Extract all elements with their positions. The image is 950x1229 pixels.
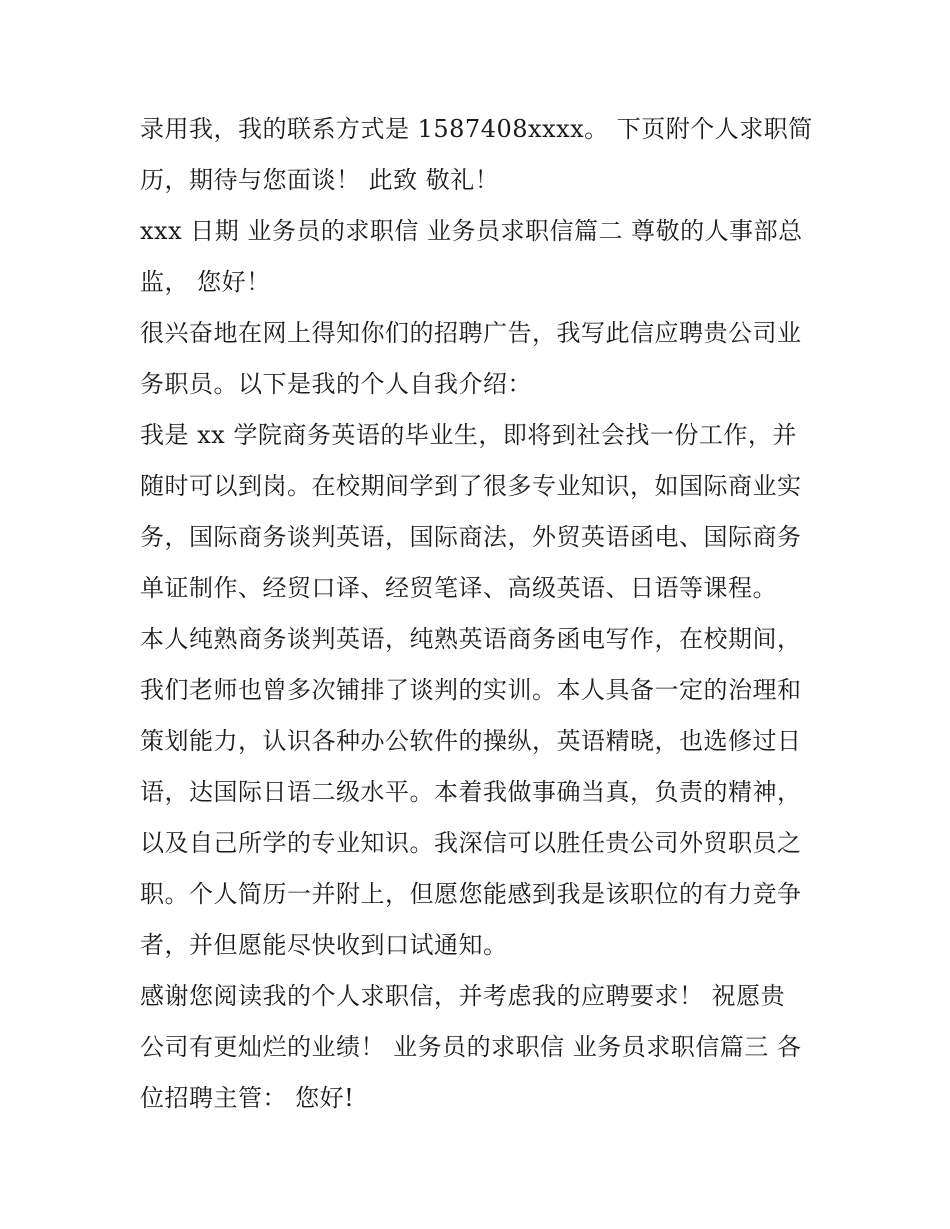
text-line: 公司有更灿烂的业绩！ 业务员的求职信 业务员求职信篇三 各 [140, 1033, 802, 1061]
text-line: 我是 xx 学院商务英语的毕业生，即将到社会找一份工作，并 [140, 421, 797, 449]
text-line: 感谢您阅读我的个人求职信，并考虑我的应聘要求！ 祝愿贵 [140, 982, 786, 1010]
text-line: 单证制作、经贸口译、经贸笔译、高级英语、日语等课程。 [140, 574, 777, 602]
text-line: 录用我，我的联系方式是 1587408xxxx。 下页附个人求职简 [140, 115, 813, 143]
text-line: 很兴奋地在网上得知你们的招聘广告，我写此信应聘贵公司业 [140, 319, 802, 347]
text-line: 随时可以到岗。在校期间学到了很多专业知识，如国际商业实 [140, 472, 802, 500]
text-line: 务，国际商务谈判英语，国际商法，外贸英语函电、国际商务 [140, 523, 802, 551]
text-line: 职。个人简历一并附上，但愿您能感到我是该职位的有力竞争 [140, 880, 802, 908]
text-line: 者，并但愿能尽快收到口试通知。 [140, 931, 508, 959]
text-line: 位招聘主管： 您好! [140, 1084, 355, 1112]
letter-body [140, 104, 820, 1124]
text-line: 务职员。以下是我的个人自我介绍： [140, 370, 532, 398]
text-line: 以及自己所学的专业知识。我深信可以胜任贵公司外贸职员之 [140, 829, 802, 857]
text-line: 监， 您好！ [140, 268, 271, 296]
text-line: 历，期待与您面谈！ 此致 敬礼！ [140, 166, 500, 194]
text-line: xxx 日期 业务员的求职信 业务员求职信篇二 尊敬的人事部总 [140, 217, 803, 245]
text-line: 本人纯熟商务谈判英语，纯熟英语商务函电写作，在校期间， [140, 625, 802, 653]
text-line: 策划能力，认识各种办公软件的操纵，英语精晓，也选修过日 [140, 727, 802, 755]
text-line: 我们老师也曾多次铺排了谈判的实训。本人具备一定的治理和 [140, 676, 802, 704]
text-line: 语，达国际日语二级水平。本着我做事确当真，负责的精神， [140, 778, 802, 806]
